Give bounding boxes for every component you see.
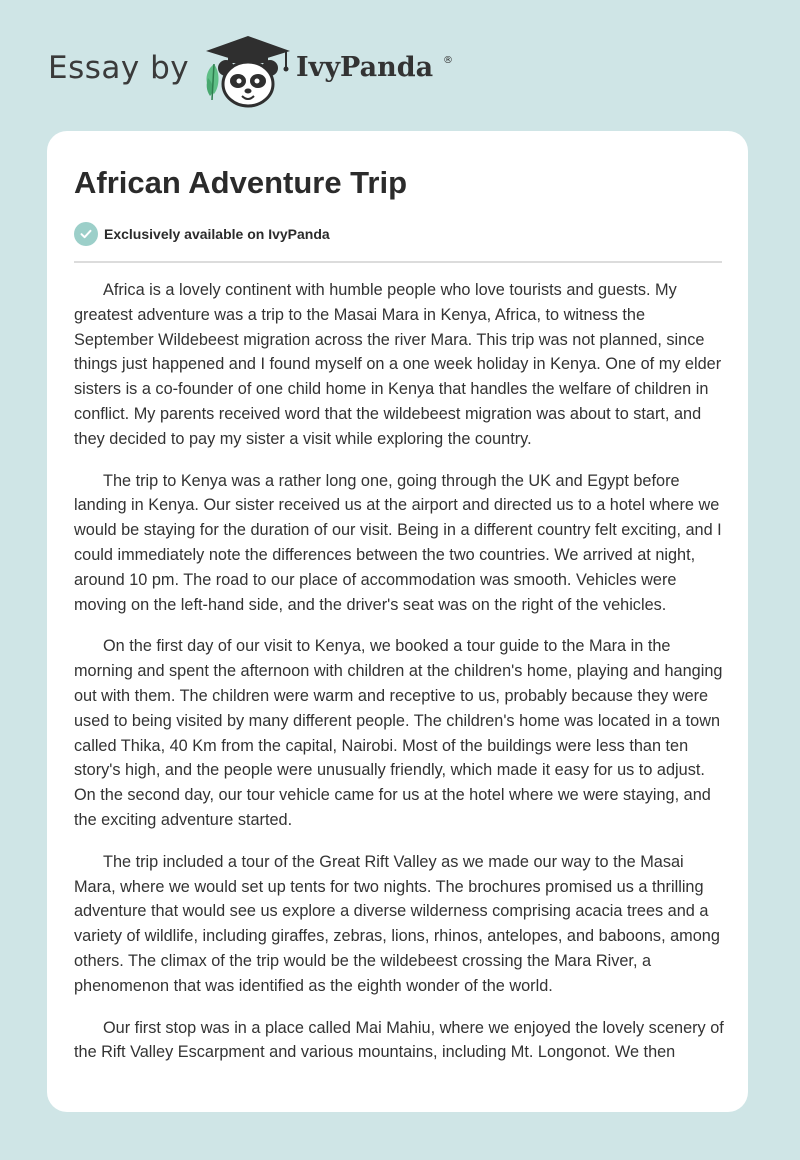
brand-name[interactable]: IvyPanda (296, 52, 434, 83)
essay-card (47, 131, 748, 1112)
exclusive-badge-text: Exclusively available on IvyPanda (104, 226, 330, 242)
site-header (0, 0, 800, 130)
essay-paragraph: Africa is a lovely continent with humble people who love tourists and guests. My greatest adventure was a trip to the Masai Mara in Kenya, Africa, to witness the September Wildebeest migration across the river Mara. This trip was not planned, since things just happened and I found myself on a one week holiday in Kenya. One of my elder sisters is a co-founder of one child home in Kenya that handles the welfare of children in conflict. My parents received word that the wildebeest migration was about to start, and they decided to pay my sister a visit while exploring the country. (74, 281, 722, 448)
essay-paragraph: The trip included a tour of the Great Rift Valley as we made our way to the Masai Mara, where we would set up tents for two nights. The brochures promised us a thrilling adventure that would see us explore a diverse wilderness comprising acacia trees and a variety of wildlife, including giraffes, zebras, lions, rhinos, antelopes, and baboons, among others. The climax of the trip would be the wildebeest crossing the Mara River, a phenomenon that was identified as the eighth wonder of the world. (74, 852, 720, 995)
essay-title: African Adventure Trip (74, 165, 408, 200)
exclusive-badge (74, 222, 330, 246)
essay-paragraph: On the first day of our visit to Kenya, we booked a tour guide to the Mara in the morning and spent the afternoon with children at the children's home, playing and hanging out with them. The children were warm and receptive to us, probably because they were used to being visited by many different people. The children's home was located in a town called Thika, 40 Km from the capital, Nairobi. Most of the buildings were less than ten story's high, and the people were unusually friendly, which made it easy for us to adjust. On the second day, our tour vehicle came for us at the hotel where we were staying, and the exciting adventure started. (74, 637, 723, 829)
registered-mark: ® (443, 55, 453, 66)
essay-by-label: Essay by (48, 50, 190, 86)
panda-logo-icon[interactable] (200, 34, 296, 110)
title-divider (74, 261, 722, 263)
essay-body (74, 278, 726, 1082)
essay-paragraph: Our first stop was in a place called Mai Mahiu, where we enjoyed the lovely scenery of the Rift Valley Escarpment and various mountains, including Mt. Longonot. We then (74, 1018, 724, 1062)
check-circle-icon (74, 222, 98, 246)
essay-paragraph: The trip to Kenya was a rather long one, going through the UK and Egypt before landing in Kenya. Our sister received us at the airport and directed us to a hotel where we would be staying for the duration of our visit. Being in a different country felt exciting, and I could immediately note the differences between the two countries. We arrived at night, around 10 pm. The road to our place of accommodation was smooth. Vehicles were moving on the left-hand side, and the driver's seat was on the right of the vehicles. (74, 471, 722, 614)
